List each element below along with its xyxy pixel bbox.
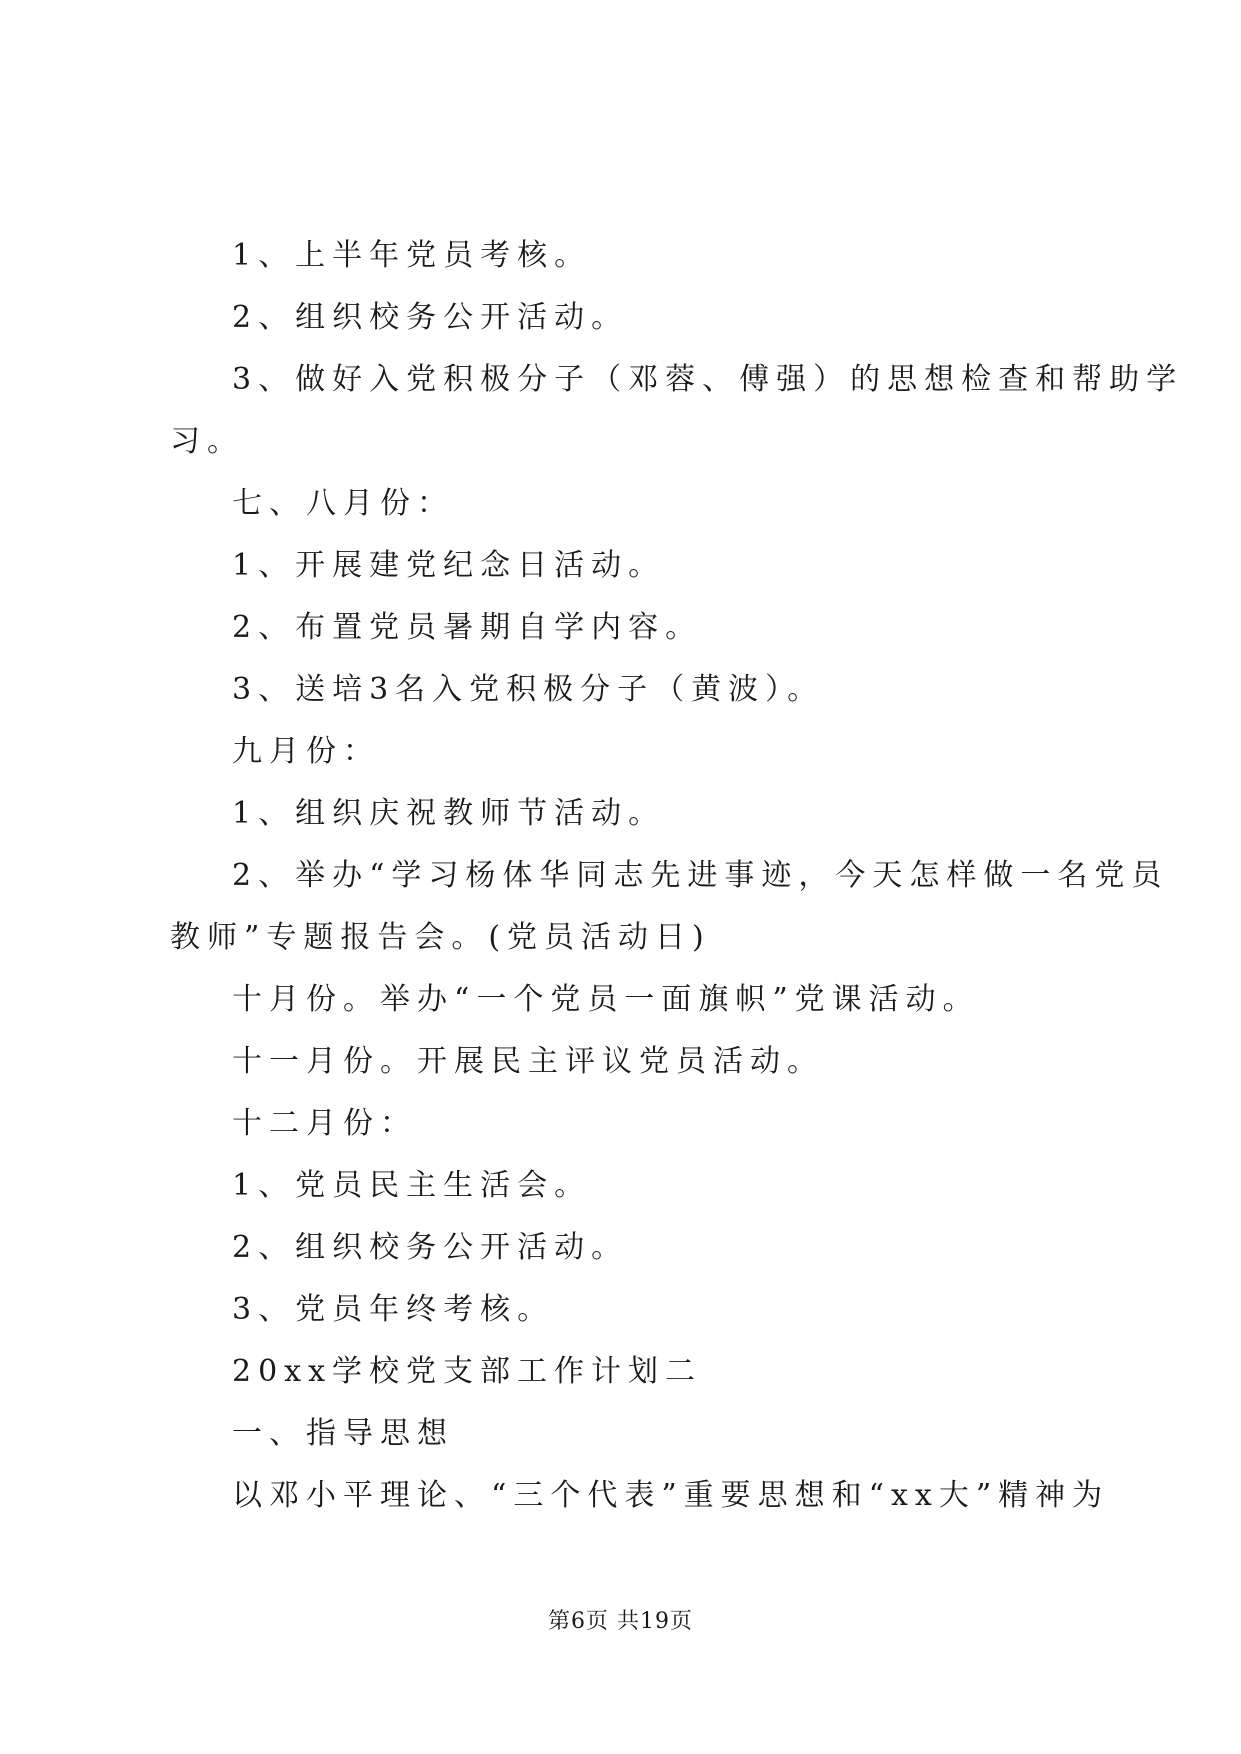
text-line: 1、开展建党纪念日活动。 (232, 548, 666, 583)
page-indicator: 第6页 共19页 (548, 1609, 693, 1634)
document-title: 20xx学校党支部工作计划二 (232, 1354, 703, 1389)
text-line: 2、布置党员暑期自学内容。 (232, 610, 703, 645)
text-line: 2、组织校务公开活动。 (232, 1230, 629, 1265)
section-heading: 一、指导思想 (232, 1416, 454, 1451)
text-line: 2、举办“学习杨体华同志先进事迹，今天怎样做一名党员 (232, 858, 1169, 893)
section-heading: 七、八月份： (232, 486, 454, 521)
text-line: 1、上半年党员考核。 (232, 238, 592, 273)
section-heading: 九月份： (232, 734, 380, 769)
text-line: 3、做好入党积极分子（邓蓉、傅强）的思想检查和帮助学 (232, 362, 1184, 397)
text-line: 1、组织庆祝教师节活动。 (232, 796, 666, 831)
text-line: 以邓小平理论、“三个代表”重要思想和“xx大”精神为 (232, 1478, 1110, 1513)
text-line: 1、党员民主生活会。 (232, 1168, 592, 1203)
text-line: 3、党员年终考核。 (232, 1292, 555, 1327)
text-line: 教师”专题报告会。(党员活动日) (170, 920, 711, 955)
section-heading: 十二月份： (232, 1106, 417, 1141)
text-line: 3、送培3名入党积极分子（黄波）。 (232, 672, 825, 707)
text-line: 十月份。举办“一个党员一面旗帜”党课活动。 (232, 982, 980, 1017)
text-line: 十一月份。开展民主评议党员活动。 (232, 1044, 824, 1079)
text-line: 2、组织校务公开活动。 (232, 300, 629, 335)
text-line: 习。 (170, 424, 244, 459)
